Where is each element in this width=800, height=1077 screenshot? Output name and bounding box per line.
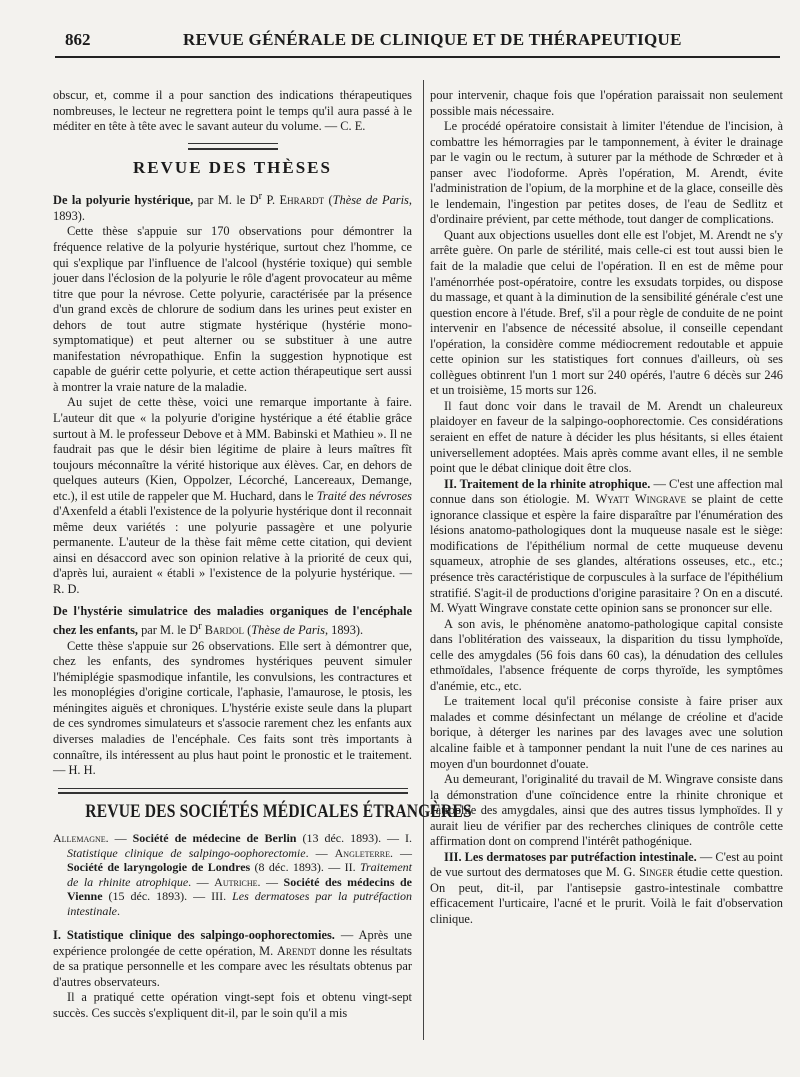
these2-author: Bardol <box>201 623 245 638</box>
section1-paragraph: I. Statistique clinique des salpingo-oophorectomies. — Après une expérience prolongée de cette opération, M. Arendt donne les résultats de sa pratique personnelle et les compare avec les résultats obtenus par d'autres observateurs. <box>53 928 413 989</box>
section3-title: III. Les dermatoses par putréfaction intestinale. <box>444 849 697 864</box>
these2-heading: De l'hystérie simulatrice des maladies organiques de l'encéphale chez les enfants, par M. le $D^r$ Bardol (Thèse de Paris, 1893). <box>53 603 412 638</box>
left-column <box>53 88 472 1022</box>
column-divider <box>423 80 424 1040</box>
section-separator-wide <box>58 788 408 794</box>
these2-source: Thèse de Paris <box>251 623 325 638</box>
these2-title: De l'hystérie simulatrice des maladies organiques de l'encéphale chez les enfants, <box>53 603 412 638</box>
section-title-societes: REVUE DES SOCIÉTÉS MÉDICALES ÉTRANGÈRES <box>85 800 472 822</box>
section-separator <box>188 143 278 150</box>
these1-source: Thèse de Paris <box>332 193 409 208</box>
right-paragraph-7: Au demeurant, l'originalité du travail de M. Wingrave consiste dans la démonstration d'une coïncidence entre la rhinite chronique et l'atrophie des amygdales, ainsi que des autres tissus lymphoïdes. Il y aurait lieu de vérifier par des recherches cliniques de contrôle cette affirmation dont on comprend l'intérêt pathogénique. <box>430 772 783 849</box>
these1-paragraph-2: Au sujet de cette thèse, voici une remarque importante à faire. L'auteur dit que « la polyurie d'origine hystérique a été établie grâce surtout à M. le professeur Debove et à MM. Babinski et Mathieu ». Il ne faudrait pas que le désir bien légitime de plaire à leurs maîtres fît toujours méconnaître la vérité historique aux élèves. Car, en dehors de quelques auteurs (Kien, Oppolzer, Lécorché, Lancereaux, Demange, etc.), il est utile de rappeler que M. Huchard, dans le Traité des névroses d'Axenfeld a établi l'existence de la polyurie hystérique dont il reconnait même deux variétés : une polyurie passagère et une polyurie permanente. L'auteur de la thèse fait même cette citation, qui devient ainsi en désaccord avec son opinion relative à la priorité de ceux qui, d'après lui, auraient « établi » l'existence de la polyurie hystérique. — R. D. <box>53 395 412 596</box>
right-paragraph-2: Le procédé opératoire consistait à limiter l'étendue de l'incision, à combattre les hémorragies par le tamponnement, à éviter le drainage par le vagin ou le rectum, à suturer par la méthode de Schrœder et à panser avec l'iodoforme. Après l'opération, M. Arendt, évite l'administration de l'opium, de la morphine et de la glace, conseille dès le lendemain, l'ingestion par petites doses, de l'eau de Sedlitz et d'ordinaire prévient, par cette méthode, tout danger de complications. <box>430 119 783 227</box>
running-header <box>55 28 780 58</box>
these2-paragraph-1: Cette thèse s'appuie sur 26 observations. Elle sert à démontrer que, chez les enfants, des syndromes hystériques peuvent simuler l'hémiplégie spasmodique infantile, les convulsions, les contractures et les monoplégies d'origine corticale, l'aphasie, l'amaurose, le ptosis, les méningites aiguës et chroniques. L'hystérie existe seule dans la plupart de ces syndromes simulateurs et s'associe rarement chez les enfants aux diverses maladies de l'encéphale. Ces faits sont très importants à connaître, ils intéressent au plus haut point le pronostic et le traitement. — H. H. <box>53 638 412 778</box>
journal-title: REVUE GÉNÉRALE DE CLINIQUE ET DE THÉRAPEUTIQUE <box>183 30 682 49</box>
section1-title: I. Statistique clinique des salpingo-oophorectomies. <box>53 928 335 943</box>
these1-author: P. Ehrardt <box>262 193 325 208</box>
right-paragraph-4: Il faut donc voir dans le travail de M. Arendt un chaleureux plaidoyer en faveur de la salpingo-oophorectomie. Ces considérations seraient en effet de nature à décider les plus hésitants, si elles étaient universellement adoptées. Mais après comme avant elles, il ne semble point que le débat clinique doit être clos. <box>430 398 783 476</box>
these1-paragraph-1: Cette thèse s'appuie sur 170 observations pour démontrer la fréquence relative de la polyurie hystérique, surtout chez l'homme, ce qui s'explique par l'influence de l'alcool (hystérie toxique) qui semble jouer dans l'éclosion de la polyurie le rôle d'agent provocateur au même titre que pour la névrose. Cette polyurie, caractérisée par la présence d'un grand excès de chlorure de sodium dans les urines peut exister en dehors de tout autre stigmate hystérique (hystérie mono-symptomatique) et peut alterner ou se substituer à une autre manifestation névropathique. Enfin la suggestion hypnotique est capable de guérir cette polyurie, et cette action thérapeutique sert aussi à montrer la vraie nature de la maladie. <box>53 224 412 394</box>
section1-paragraph-2: Il a pratiqué cette opération vingt-sept fois et obtenu vingt-sept succès. Ces succès s'expliquent dit-il, par le soin qu'il a mis <box>53 990 412 1020</box>
right-paragraph-1: pour intervenir, chaque fois que l'opération paraissait non seulement possible mais nécessaire. <box>430 88 783 118</box>
these1-heading: De la polyurie hystérique, par M. le $D^r$ P. Ehrardt (Thèse de Paris, 1893). <box>53 191 412 223</box>
section3-paragraph: III. Les dermatoses par putréfaction intestinale. — C'est au point de vue surtout des dermatoses que M. G. Singer étudie cette question. On peut, dit-il, par l'antisepsie gastro-intestinale combattre efficacement l'urticaire, l'acné et le prurit. Voilà le fait d'observation clinique. <box>430 849 783 926</box>
section-title-theses: REVUE DES THÈSES <box>133 157 332 177</box>
right-paragraph-6: Le traitement local qu'il préconise consiste à faire priser aux malades et comme désinfectant un mélange de créoline et d'acide borique, à déterger les narines par des lavages avec une solution alcaline faible et à tamponner pendant la nuit l'une de ces narines au moyen d'un bourdonnet d'ouate. <box>430 694 783 771</box>
right-paragraph-3: Quant aux objections usuelles dont elle est l'objet, M. Arendt ne s'y arrête guère. On parle de stérilité, mais celle-ci est tout aussi bien le fait de la maladie que celui de l'opération. Il en est de même pour l'aménorrhée post-opératoire, contre les exsudats torpides, ou dispose du massage, et quant à la diminution de la sensibilité générale c'est une question encore à l'étude. Bref, s'il a pour règle de conduite de ne point intervenir en l'absence de nécessité absolue, il conseille cependant l'opération, la considère comme médiocrement redoutable et appuie cette opinion sur les statistiques fort connues d'ailleurs, où ses collègues obtinrent l'un 1 mort sur 240 opérés, l'autre 6 décès sur 246 et un troisième, 15 morts sur 126. <box>430 227 783 398</box>
these1-title: De la polyurie hystérique, <box>53 193 194 208</box>
section2-title: II. Traitement de la rhinite atrophique. <box>444 476 651 491</box>
section2-paragraph: II. Traitement de la rhinite atrophique. — C'est une affection mal connue dans son étiologie. M. Wyatt Wingrave se plaint de cette ignorance classique et espère la faire disparaître par l'énumération des lésions anatomo-pathologiques dont la muqueuse nasale est le siège: modifications de l'épithélium normal de cette muqueuse devenu squameux, atrophie de ses glandes, altérations osseuses, etc., etc.; présence très caractéristique de corpuscules à la surface de l'épithélium stratifié. S'agit-il de productions d'origine parasitaire ? On en a discuté. M. Wyatt Wingrave constate cette opinion sans se prononcer sur elle. <box>430 476 783 616</box>
intro-paragraph: obscur, et, comme il a pour sanction des indications thérapeutiques nombreuses, le lecteur ne regrettera point le temps qu'il aura passé à le méditer en tête à tête avec le savant auteur du volume. — C. E. <box>53 88 412 134</box>
societies-index: Allemagne. — Société de médecine de Berlin (13 déc. 1893). — I. Statistique clinique de salpingo-oophorectomie. — Angleterre. — Société de laryngologie de Londres (8 déc. 1893). — II. Traitement de la rhinite atrophique. — Autriche. — Société des médecins de Vienne (15 déc. 1893). — III. Les dermatoses par la putréfaction intestinale. <box>53 831 413 918</box>
right-column <box>430 88 783 928</box>
page-number: 862 <box>65 30 91 49</box>
right-paragraph-5: A son avis, le phénomène anatomo-pathologique capital consiste dans l'oblitération des vaisseaux, la disparition du tissu lymphoïde, celle des amygdales (56 fois dans 60 cas), la dénudation des cellules ethmoïdales, l'absence fréquente de corps thyroïde, les symptômes d'anémie, etc., etc. <box>430 616 783 693</box>
